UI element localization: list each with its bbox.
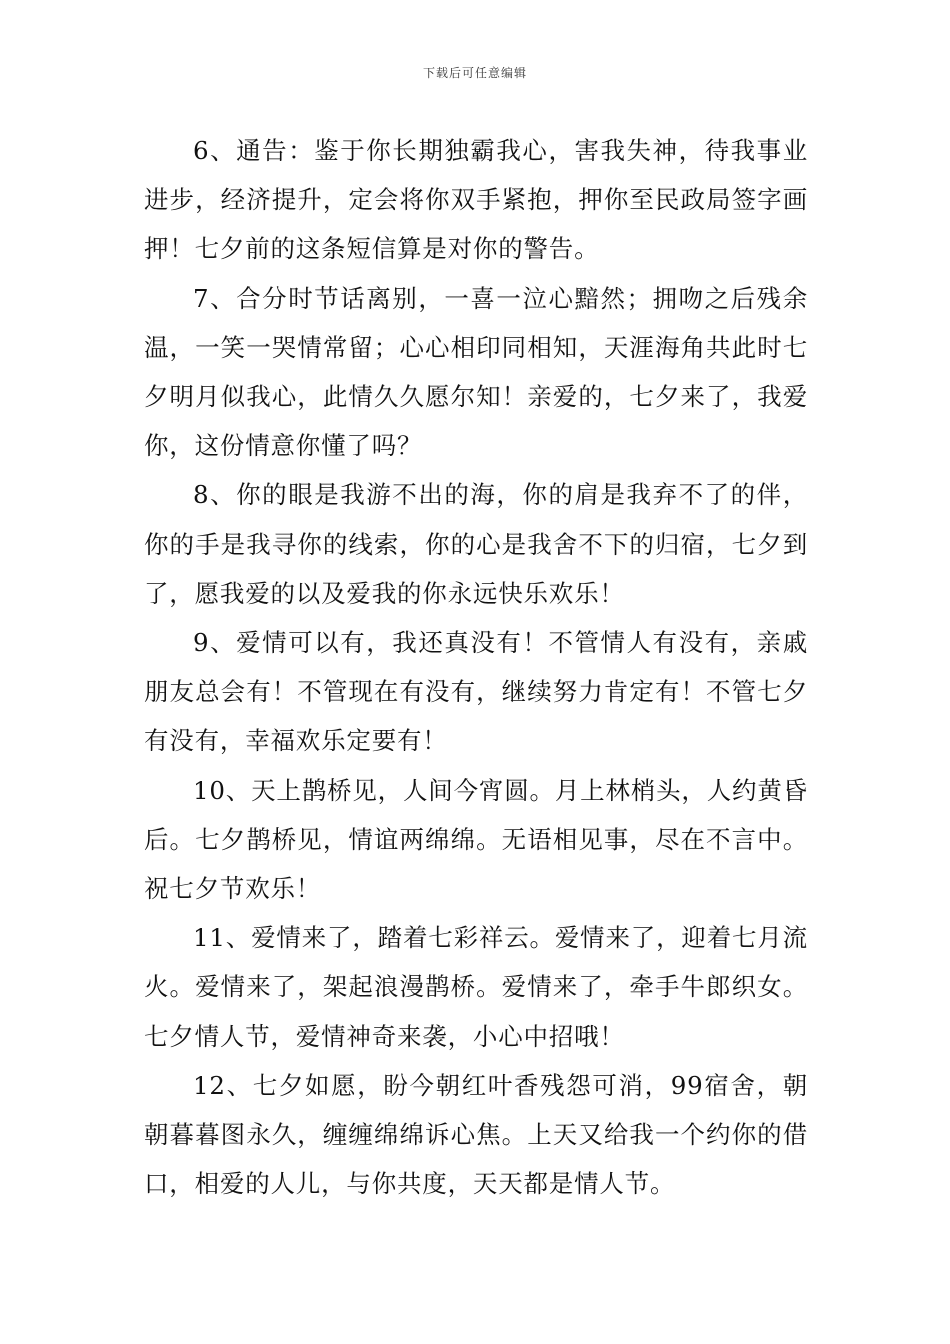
paragraph-7: 7、合分时节话离别，一喜一泣心黯然；拥吻之后残余温，一笑一哭情常留；心心相印同相知，天涯海角共此时七夕明月似我心，此情久久愿尔知！亲爱的，七夕来了，我爱你，这份情意你懂了吗？ xyxy=(144,283,808,461)
page-header: 下载后可任意编辑 xyxy=(422,66,527,80)
paragraph-10: 10、天上鹊桥见，人间今宵圆。月上林梢头，人约黄昏后。七夕鹊桥见，情谊两绵绵。无语相见事，尽在不言中。祝七夕节欢乐！ xyxy=(144,775,808,904)
paragraph-8: 8、你的眼是我游不出的海，你的肩是我弃不了的伴，你的手是我寻你的线索，你的心是我舍不下的归宿，七夕到了，愿我爱的以及爱我的你永远快乐欢乐！ xyxy=(144,480,808,608)
paragraph-12: 12、七夕如愿，盼今朝红叶香残怨可消，99宿舍，朝朝暮暮图永久，缠缠绵绵诉心焦。上天又给我一个约你的借口，相爱的人儿，与你共度，天天都是情人节。 xyxy=(144,1070,808,1199)
document-body xyxy=(144,126,808,1208)
paragraph-11: 11、爱情来了，踏着七彩祥云。爱情来了，迎着七月流火。爱情来了，架起浪漫鹊桥。爱情来了，牵手牛郎织女。七夕情人节，爱情神奇来袭，小心中招哦！ xyxy=(144,923,808,1051)
paragraph-6: 6、通告：鉴于你长期独霸我心，害我失神，待我事业进步，经济提升，定会将你双手紧抱，押你至民政局签字画押！七夕前的这条短信算是对你的警告。 xyxy=(144,136,808,264)
paragraph-9: 9、爱情可以有，我还真没有！不管情人有没有，亲戚朋友总会有！不管现在有没有，继续努力肯定有！不管七夕有没有，幸福欢乐定要有！ xyxy=(144,628,808,756)
